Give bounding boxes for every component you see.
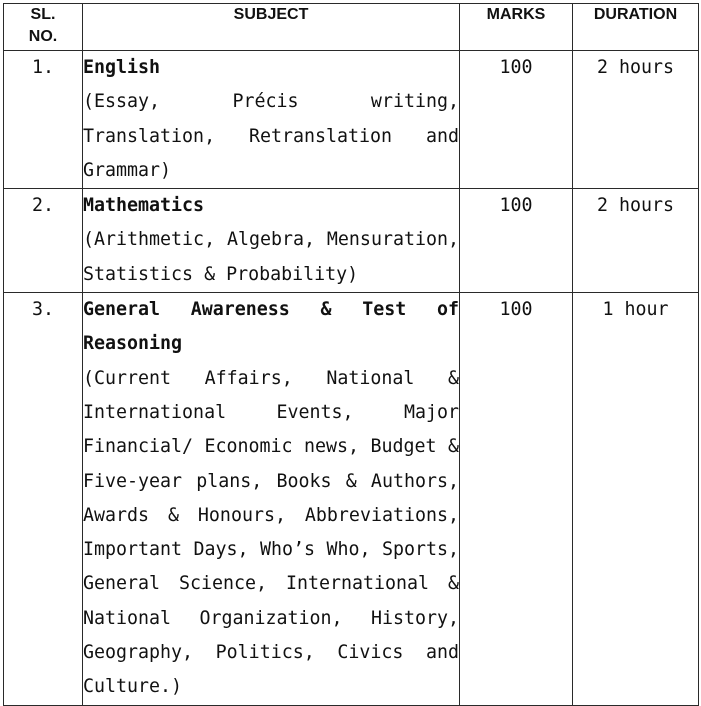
subject-description-line: Five-year plans, Books & Authors, bbox=[83, 470, 459, 492]
subject-description-line: Financial/ Economic news, Budget & bbox=[83, 436, 459, 458]
subject-title-line: General Awareness & Test of bbox=[83, 299, 459, 321]
row-marks: 100 bbox=[460, 51, 573, 189]
header-marks-label: MARKS bbox=[486, 6, 546, 23]
row-duration: 2 hours bbox=[573, 189, 699, 293]
row-sl: 1. bbox=[4, 51, 83, 189]
header-subject bbox=[83, 4, 460, 51]
subject-description-line: (Current Affairs, National & bbox=[83, 367, 459, 389]
subject-description: (Arithmetic, Algebra, Mensuration, Statistics & Probability) bbox=[83, 229, 459, 285]
subject-description-line: International Events, Major bbox=[83, 401, 459, 423]
subject-description-line: National Organization, History, bbox=[83, 607, 459, 629]
row-subject bbox=[83, 51, 460, 189]
syllabus-table bbox=[3, 3, 699, 706]
header-sl-no bbox=[4, 4, 83, 51]
header-sl-line2: NO. bbox=[28, 28, 58, 45]
header-row bbox=[4, 4, 699, 51]
header-sl-line1: SL. bbox=[30, 6, 56, 23]
row-sl: 3. bbox=[4, 293, 83, 706]
subject-description: (Essay, Précis writing, Translation, Retranslation and Grammar) bbox=[83, 91, 459, 181]
subject-description-line: General Science, International & bbox=[83, 573, 459, 595]
subject-description-line: Awards & Honours, Abbreviations, bbox=[83, 504, 459, 526]
row-sl: 2. bbox=[4, 189, 83, 293]
table-row bbox=[4, 293, 699, 706]
subject-title: Mathematics bbox=[83, 195, 205, 217]
row-subject bbox=[83, 293, 460, 706]
row-duration: 1 hour bbox=[573, 293, 699, 706]
row-duration: 2 hours bbox=[573, 51, 699, 189]
row-marks: 100 bbox=[460, 293, 573, 706]
table-row bbox=[4, 189, 699, 293]
header-duration-label: DURATION bbox=[593, 6, 678, 23]
row-marks: 100 bbox=[460, 189, 573, 293]
subject-title-line: Reasoning bbox=[83, 333, 183, 355]
subject-description-line: Important Days, Who’s Who, Sports, bbox=[83, 539, 459, 561]
header-marks bbox=[460, 4, 573, 51]
row-subject bbox=[83, 189, 460, 293]
subject-description-line: Geography, Politics, Civics and bbox=[83, 642, 459, 664]
header-subject-label: SUBJECT bbox=[233, 6, 309, 23]
subject-description-line: Culture.) bbox=[83, 676, 183, 698]
subject-title: English bbox=[83, 57, 161, 78]
header-duration bbox=[573, 4, 699, 51]
table-row bbox=[4, 51, 699, 189]
